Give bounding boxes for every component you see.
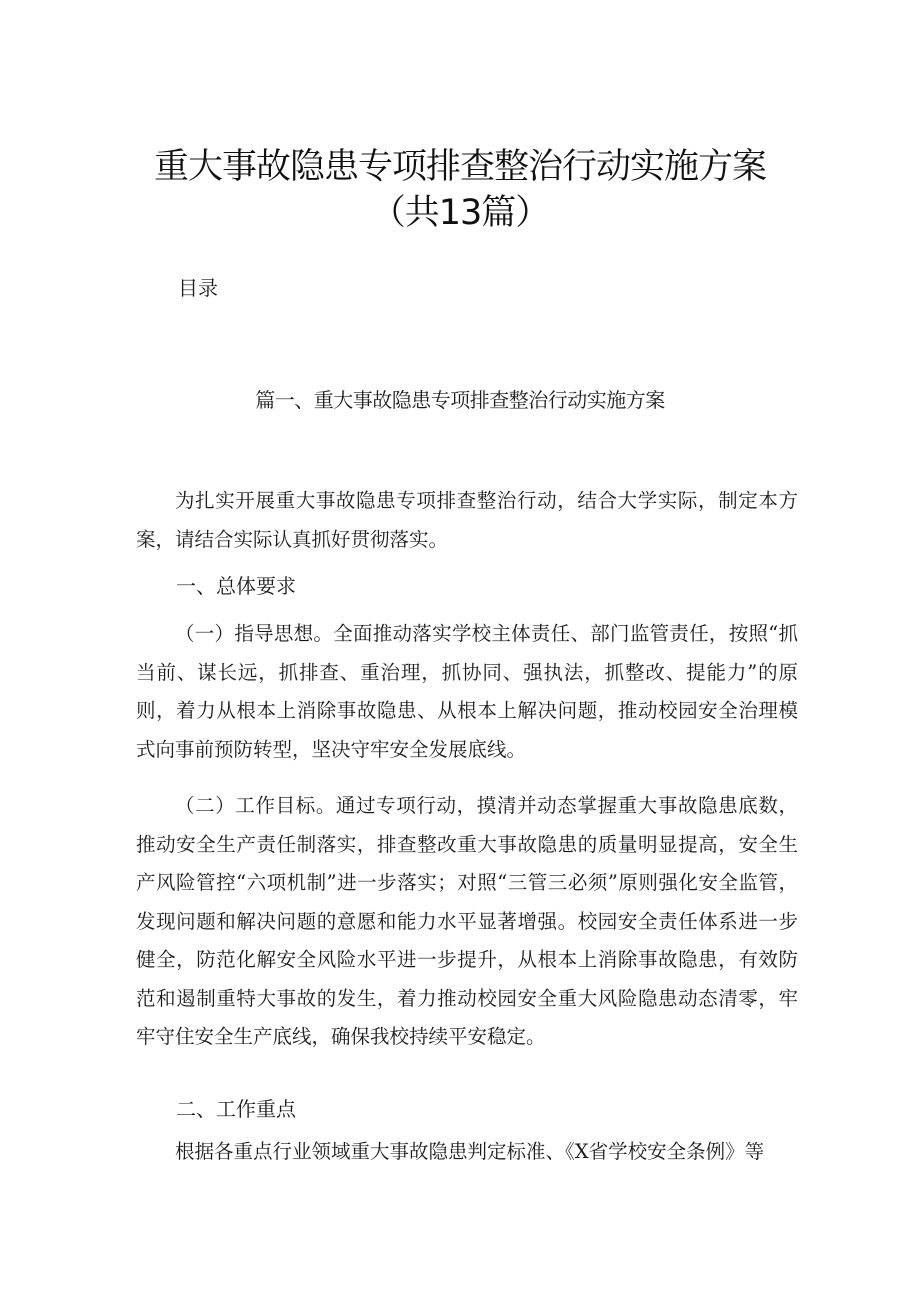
focus-paragraph: 根据各重点行业领域重大事故隐患判定标准、《X省学校安全条例》等 bbox=[175, 1140, 765, 1163]
section-heading-focus: 二、工作重点 bbox=[176, 1097, 296, 1121]
intro-paragraph: 为扎实开展重大事故隐患专项排查整治行动，结合大学实际，制定本方案，请结合实际认真抓好贯彻落实。 bbox=[136, 489, 798, 551]
guiding-thought-paragraph: （一）指导思想。全面推动落实学校主体责任、部门监管责任，按照“抓当前、谋长远，抓排查、重治理，抓协同、强执法，抓整改、提能力”的原则，着力从根本上消除事故隐患、从根本上解决问题，推动校园安全治理模式向事前预防转型，坚决守牢安全发展底线。 bbox=[136, 622, 798, 761]
section-heading-general: 一、总体要求 bbox=[176, 574, 296, 598]
document-subtitle: （共13篇） bbox=[370, 193, 550, 233]
toc-label: 目录 bbox=[178, 276, 218, 300]
work-goal-paragraph: （二）工作目标。通过专项行动，摸清并动态掌握重大事故隐患底数，推动安全生产责任制落实，排查整改重大事故隐患的质量明显提高，安全生产风险管控“六项机制”进一步落实；对照“三管三必须”原则强化安全监管，发现问题和解决问题的意愿和能力水平显著增强。校园安全责任体系进一步健全，防范化解安全风险水平进一步提升，从根本上消除事故隐患，有效防范和遏制重特大事故的发生，着力推动校园安全重大风险隐患动态清零，牢牢守住安全生产底线，确保我校持续平安稳定。 bbox=[136, 794, 798, 1048]
document-title: 重大事故隐患专项排查整治行动实施方案 bbox=[153, 147, 766, 187]
chapter-title: 篇一、重大事故隐患专项排查整治行动实施方案 bbox=[255, 388, 665, 412]
